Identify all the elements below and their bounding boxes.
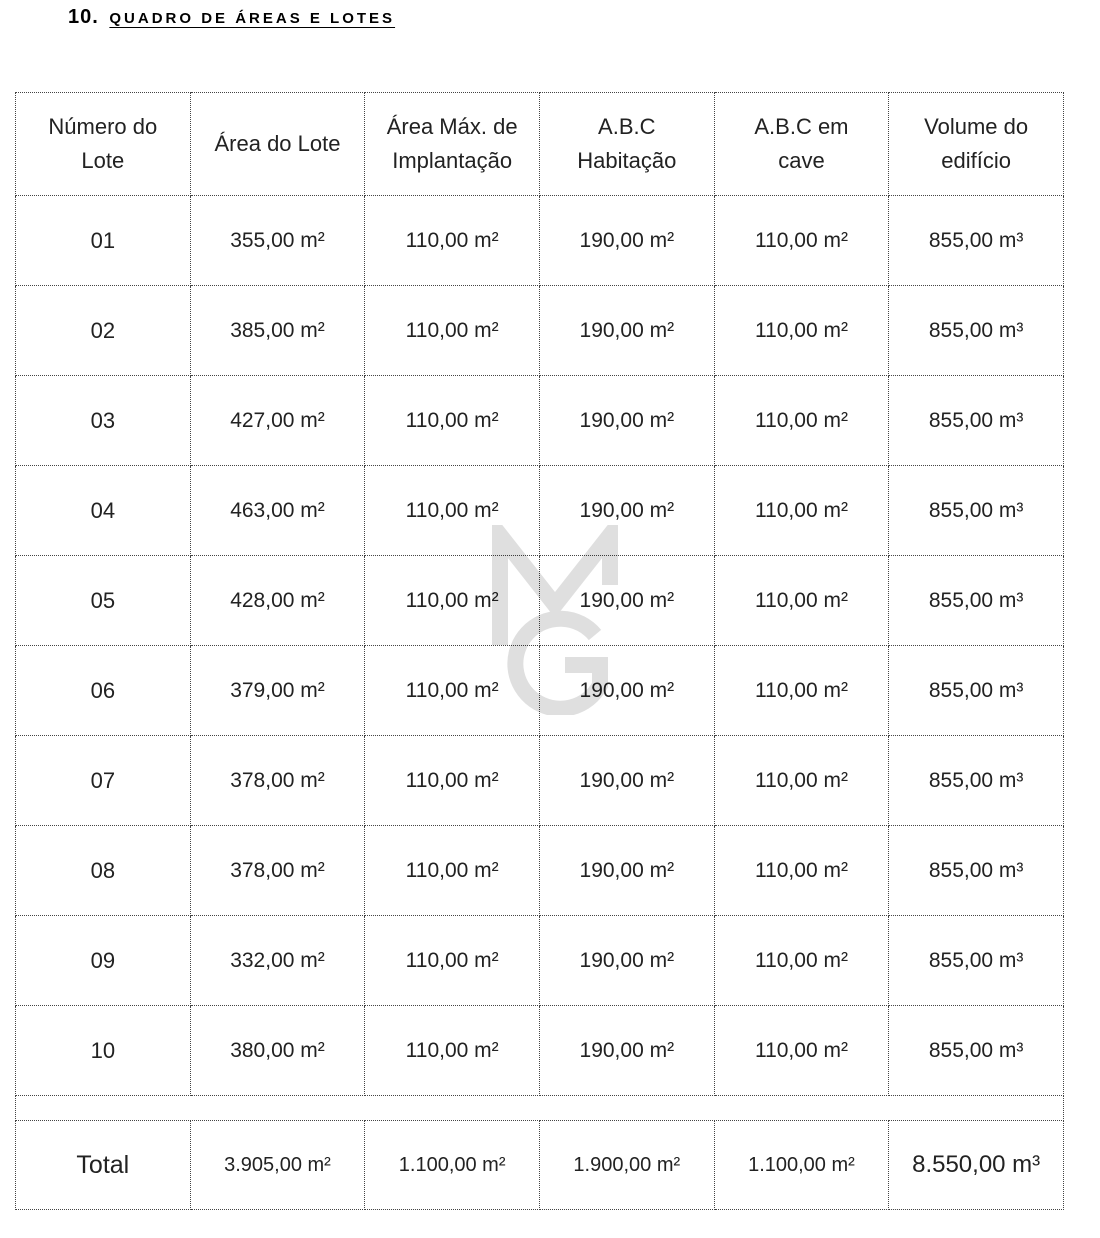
total-row <box>16 1121 1064 1210</box>
table-header-row <box>16 93 1064 196</box>
lot-number-cell: 02 <box>16 286 191 376</box>
table-cell: 855,00 m³ <box>889 736 1064 826</box>
table-row <box>16 286 1064 376</box>
table-cell: 190,00 m² <box>539 736 714 826</box>
table-cell: 110,00 m² <box>714 646 889 736</box>
table-cell: 110,00 m² <box>714 376 889 466</box>
table-cell: 190,00 m² <box>539 646 714 736</box>
table-cell: 110,00 m² <box>365 466 540 556</box>
lot-number-cell: 10 <box>16 1006 191 1096</box>
table-cell: 855,00 m³ <box>889 376 1064 466</box>
spacer-cell <box>16 1096 1064 1121</box>
lot-number-cell: 04 <box>16 466 191 556</box>
table-cell: 427,00 m² <box>190 376 365 466</box>
areas-lots-table <box>15 92 1064 1210</box>
total-cell: 1.100,00 m² <box>365 1121 540 1210</box>
table-cell: 332,00 m² <box>190 916 365 1006</box>
table-cell: 110,00 m² <box>365 646 540 736</box>
total-cell: 1.900,00 m² <box>539 1121 714 1210</box>
table-cell: 110,00 m² <box>714 196 889 286</box>
lot-number-cell: 07 <box>16 736 191 826</box>
table-cell: 110,00 m² <box>714 466 889 556</box>
lot-number-cell: 08 <box>16 826 191 916</box>
table-cell: 110,00 m² <box>365 376 540 466</box>
table-row <box>16 196 1064 286</box>
table-row <box>16 646 1064 736</box>
table-cell: 379,00 m² <box>190 646 365 736</box>
table-cell: 378,00 m² <box>190 736 365 826</box>
table-cell: 385,00 m² <box>190 286 365 376</box>
table-cell: 190,00 m² <box>539 196 714 286</box>
table-row <box>16 466 1064 556</box>
lot-number-cell: 05 <box>16 556 191 646</box>
table-row <box>16 376 1064 466</box>
header-cell: A.B.C em cave <box>714 93 889 196</box>
table-cell: 110,00 m² <box>365 916 540 1006</box>
total-cell: 3.905,00 m² <box>190 1121 365 1210</box>
table-row <box>16 916 1064 1006</box>
header-cell: Área Máx. de Implantação <box>365 93 540 196</box>
table-cell: 110,00 m² <box>714 1006 889 1096</box>
table-cell: 855,00 m³ <box>889 1006 1064 1096</box>
section-title: QUADRO DE ÁREAS E LOTES <box>109 10 396 27</box>
table-cell: 190,00 m² <box>539 466 714 556</box>
table-cell: 855,00 m³ <box>889 556 1064 646</box>
table-cell: 190,00 m² <box>539 556 714 646</box>
table-cell: 463,00 m² <box>190 466 365 556</box>
table-cell: 855,00 m³ <box>889 286 1064 376</box>
table-cell: 110,00 m² <box>365 736 540 826</box>
table-cell: 855,00 m³ <box>889 646 1064 736</box>
table-cell: 110,00 m² <box>714 556 889 646</box>
table-cell: 855,00 m³ <box>889 466 1064 556</box>
table-cell: 110,00 m² <box>714 826 889 916</box>
table-cell: 110,00 m² <box>365 286 540 376</box>
header-cell: Volume do edifício <box>889 93 1064 196</box>
total-label: Total <box>16 1121 191 1210</box>
table-cell: 110,00 m² <box>365 826 540 916</box>
table-row <box>16 826 1064 916</box>
table-cell: 190,00 m² <box>539 1006 714 1096</box>
table-cell: 110,00 m² <box>365 196 540 286</box>
table-cell: 428,00 m² <box>190 556 365 646</box>
table-cell: 110,00 m² <box>714 916 889 1006</box>
table-cell: 855,00 m³ <box>889 826 1064 916</box>
table-cell: 190,00 m² <box>539 376 714 466</box>
total-cell: 1.100,00 m² <box>714 1121 889 1210</box>
lot-number-cell: 09 <box>16 916 191 1006</box>
table-cell: 190,00 m² <box>539 826 714 916</box>
table-cell: 190,00 m² <box>539 916 714 1006</box>
table-cell: 110,00 m² <box>365 556 540 646</box>
lot-number-cell: 01 <box>16 196 191 286</box>
table-cell: 110,00 m² <box>714 736 889 826</box>
section-heading <box>68 6 395 29</box>
table-cell: 380,00 m² <box>190 1006 365 1096</box>
spacer-row <box>16 1096 1064 1121</box>
header-cell: Número do Lote <box>16 93 191 196</box>
table-cell: 855,00 m³ <box>889 196 1064 286</box>
section-number: 10. <box>68 6 99 28</box>
table-cell: 110,00 m² <box>714 286 889 376</box>
total-cell: 8.550,00 m³ <box>889 1121 1064 1210</box>
header-cell: Área do Lote <box>190 93 365 196</box>
table-row <box>16 556 1064 646</box>
table-row <box>16 736 1064 826</box>
table-cell: 855,00 m³ <box>889 916 1064 1006</box>
table-cell: 378,00 m² <box>190 826 365 916</box>
header-cell: A.B.C Habitação <box>539 93 714 196</box>
table-cell: 190,00 m² <box>539 286 714 376</box>
lot-number-cell: 06 <box>16 646 191 736</box>
table-cell: 110,00 m² <box>365 1006 540 1096</box>
lot-number-cell: 03 <box>16 376 191 466</box>
table-cell: 355,00 m² <box>190 196 365 286</box>
table-row <box>16 1006 1064 1096</box>
